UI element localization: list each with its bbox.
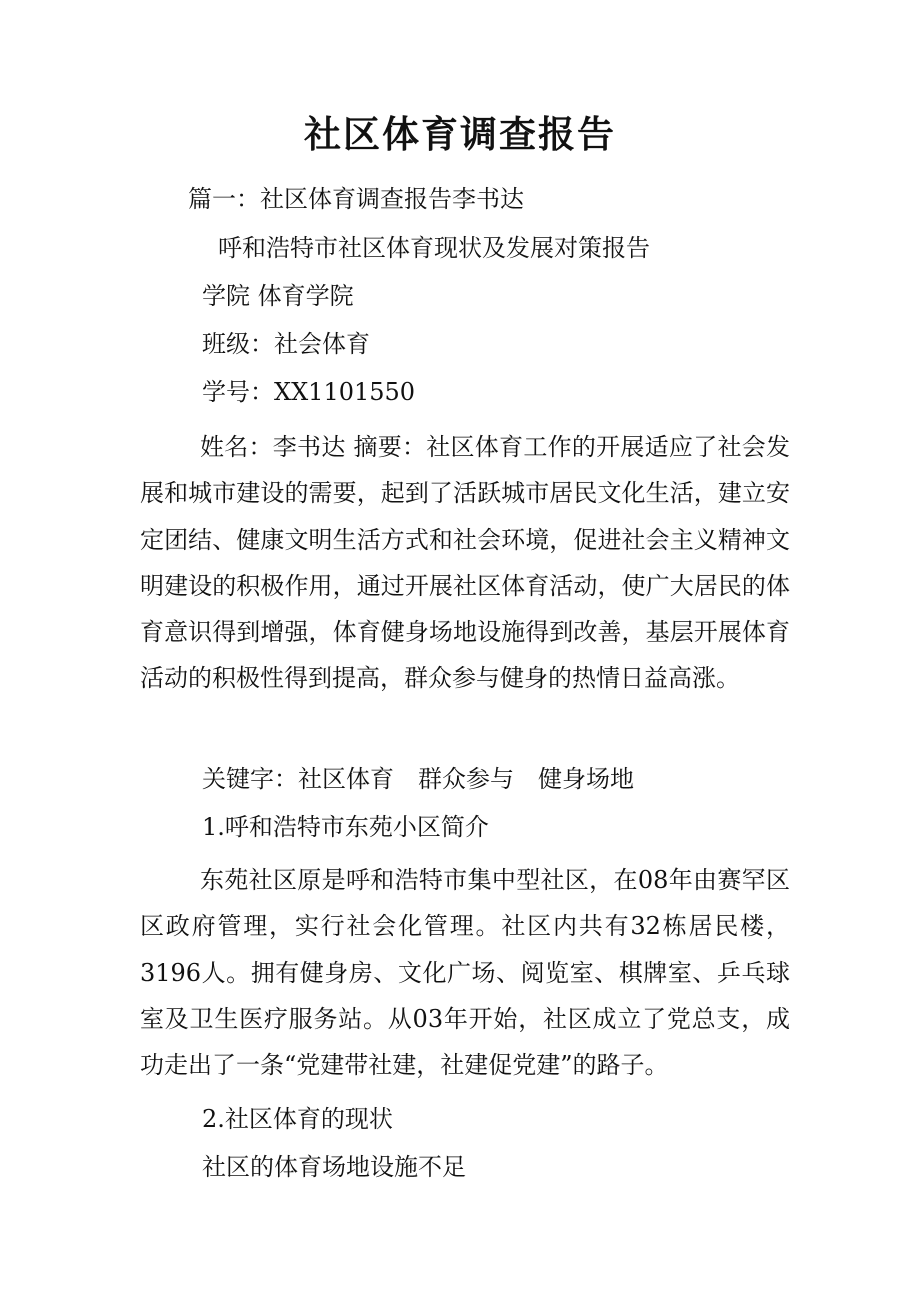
keywords-line [202, 764, 634, 794]
abstract-paragraph: 姓名：李书达 摘要：社区体育工作的开展适应了社会发展和城市建设的需要，起到了活跃城市居民文化生活，建立安定团结、健康文明生活方式和社会环境，促进社会主义精神文明建设的积极作用，通过开展社区体育活动，使广大居民的体育意识得到增强，体育健身场地设施得到改善，基层开展体育活动的积极性得到提高，群众参与健身的热情日益高涨。 [140, 433, 790, 693]
section1-heading: 1.呼和浩特市东苑小区简介 [202, 813, 489, 841]
class-line: 班级：社会体育 [202, 330, 370, 358]
keyword-item: 群众参与 [418, 765, 514, 793]
section2-subheading: 社区的体育场地设施不足 [202, 1153, 466, 1181]
keyword-item: 健身场地 [538, 765, 634, 793]
college-line: 学院 体育学院 [202, 282, 354, 310]
student-id-line: 学号：XX1101550 [202, 378, 416, 406]
report-title: 呼和浩特市社区体育现状及发展对策报告 [218, 234, 650, 262]
keywords-label: 关键字：社区体育 [202, 765, 394, 793]
chapter-heading: 篇一：社区体育调查报告李书达 [188, 185, 524, 213]
section1-paragraph: 东苑社区原是呼和浩特市集中型社区，在08年由赛罕区区政府管理，实行社会化管理。社区内共有32栋居民楼，3196人。拥有健身房、文化广场、阅览室、棋牌室、乒乓球室及卫生医疗服务站。从03年开始，社区成立了党总支，成功走出了一条“党建带社建，社建促党建”的路子。 [140, 866, 790, 1080]
section2-heading: 2.社区体育的现状 [202, 1105, 393, 1133]
document-title: 社区体育调查报告 [304, 113, 616, 156]
